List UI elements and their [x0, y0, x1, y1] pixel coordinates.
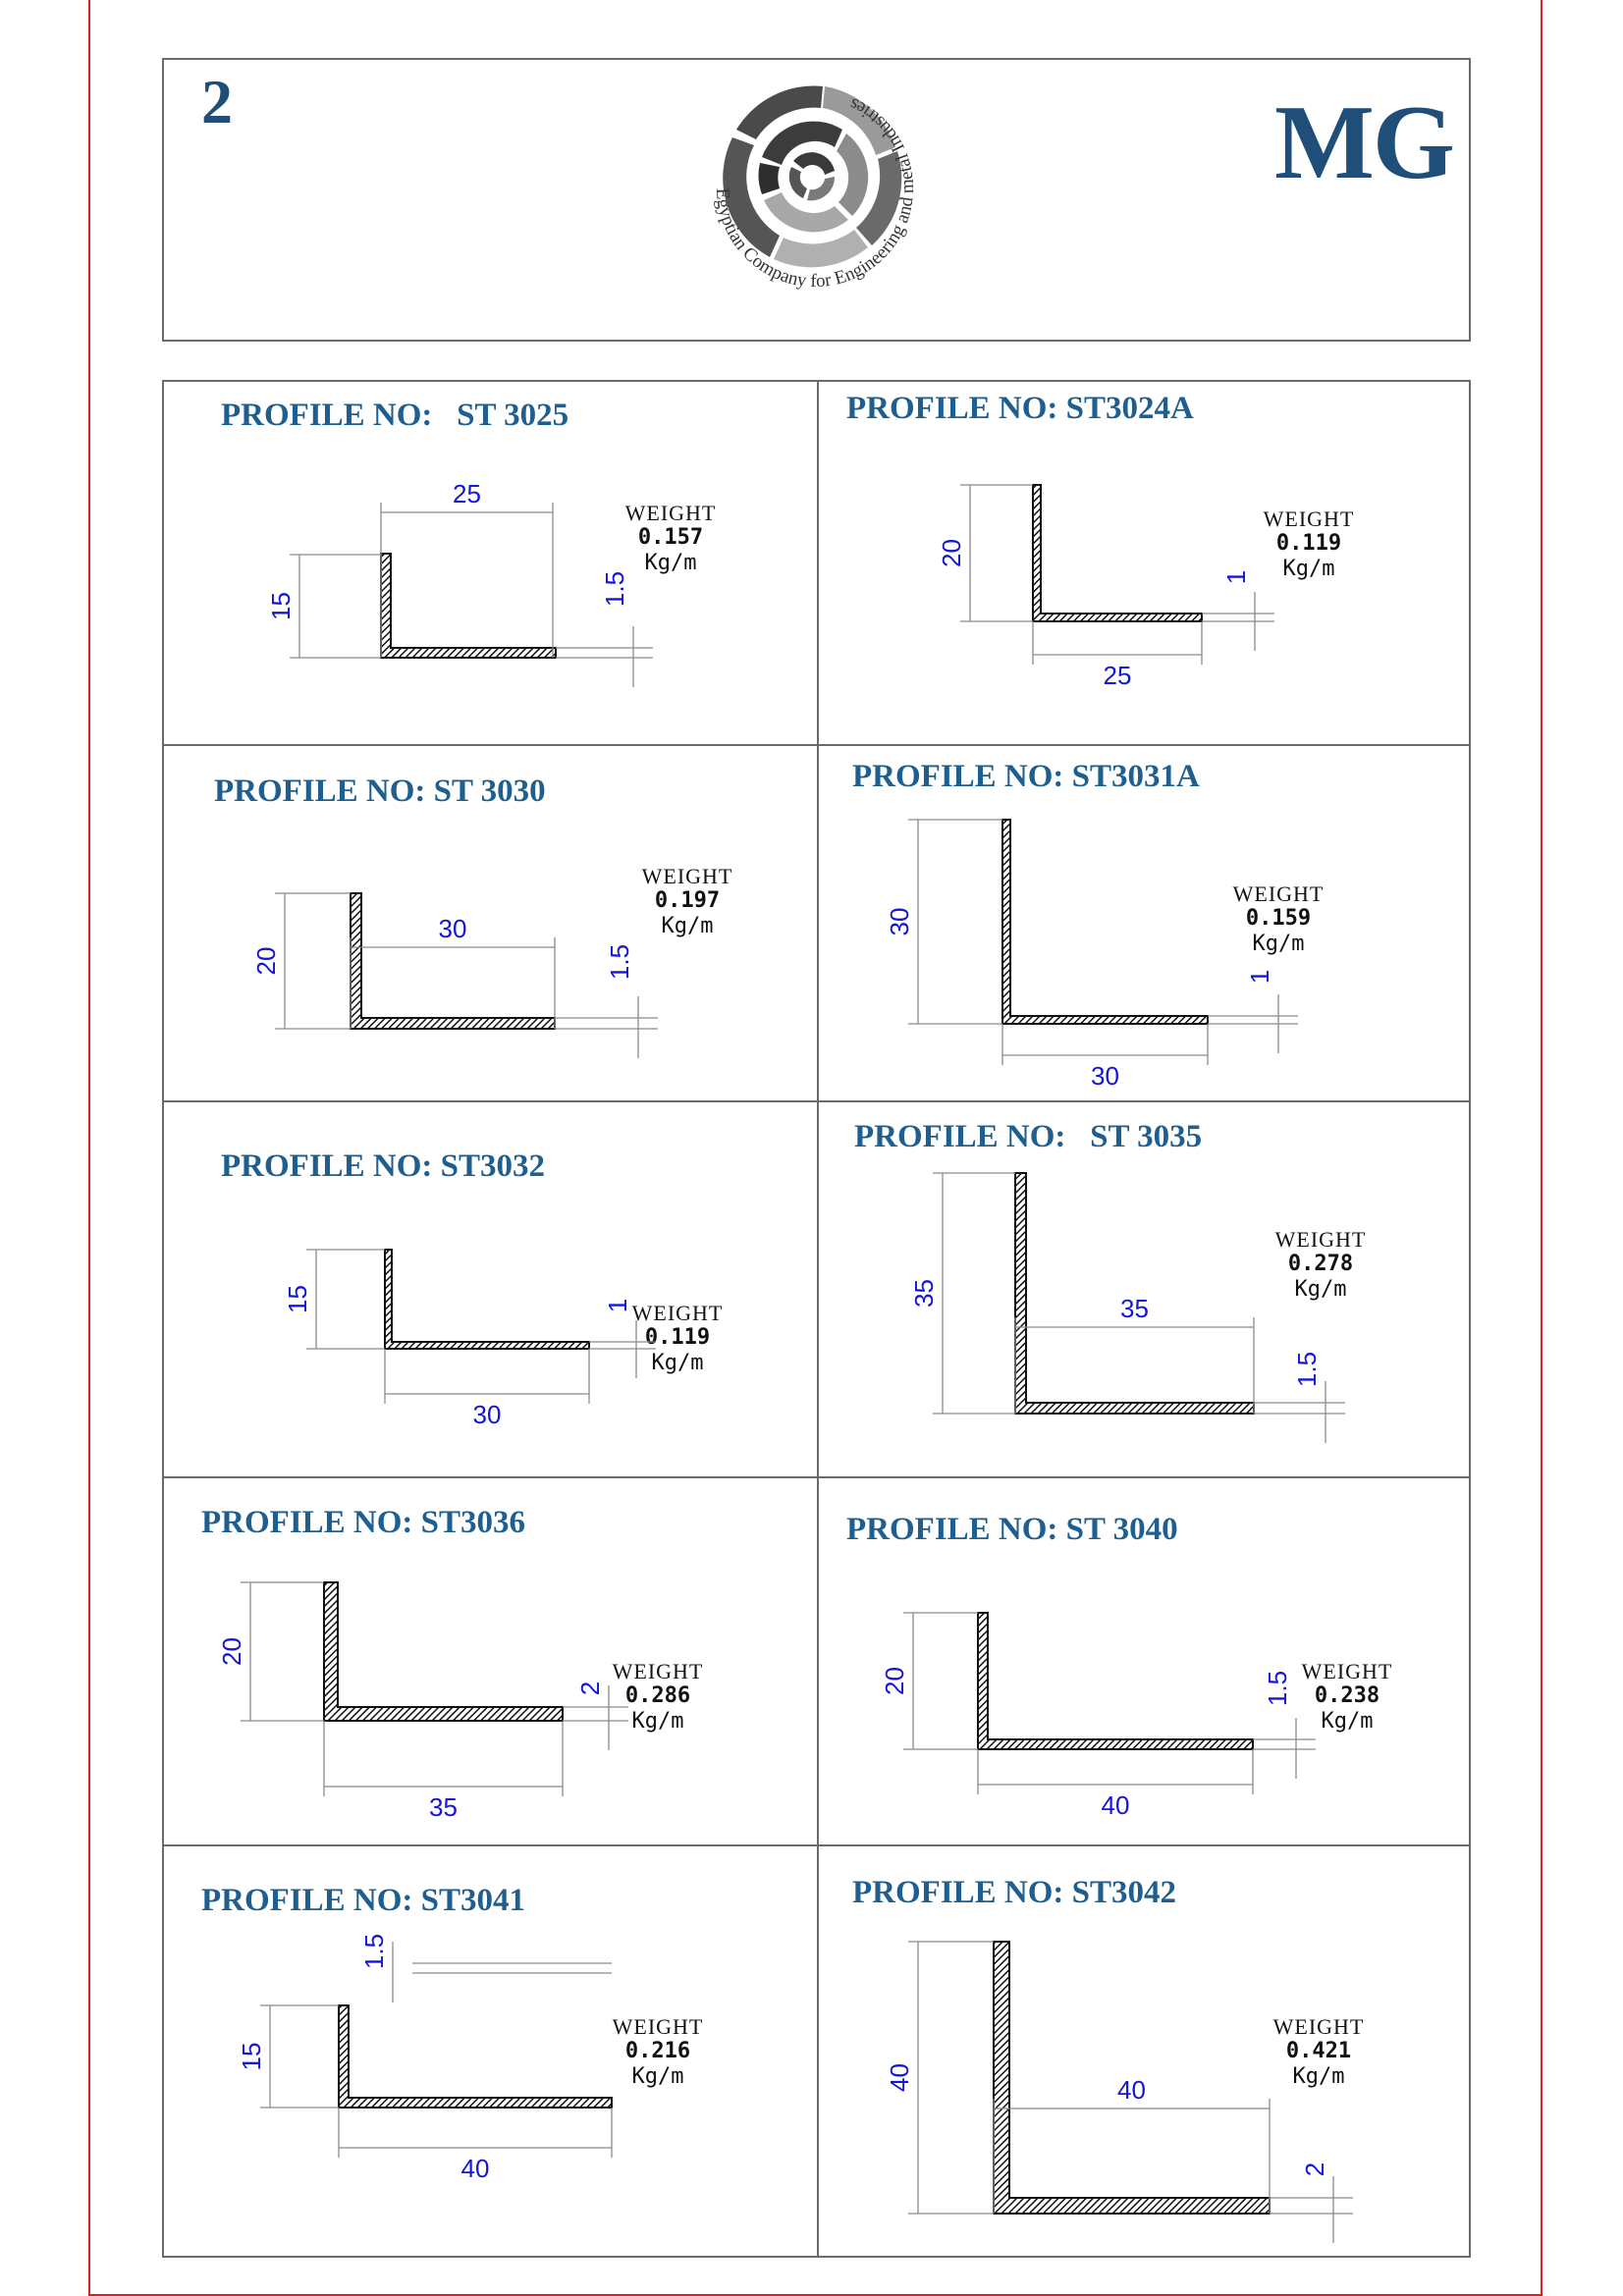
- page-number: 2: [201, 67, 233, 136]
- weight-label: WEIGHT: [1232, 881, 1325, 906]
- dim-width-label: 40: [1101, 1790, 1130, 1820]
- dim-thickness-label: 1.5: [605, 943, 634, 981]
- weight-unit: Kg/m: [1282, 556, 1335, 581]
- profile-section: [385, 1250, 589, 1349]
- weight-label: WEIGHT: [1272, 2014, 1365, 2039]
- weight-label: WEIGHT: [1263, 507, 1355, 531]
- dim-thickness-label: 1.5: [359, 1933, 389, 1970]
- profile-title: PROFILE NO: ST3032: [221, 1148, 546, 1184]
- weight-unit: Kg/m: [1321, 1708, 1374, 1734]
- dim-thickness-label: 1.5: [1263, 1670, 1292, 1707]
- dim-width-label: 40: [1117, 2075, 1146, 2105]
- dim-height-label: 35: [909, 1279, 939, 1308]
- profile-title: PROFILE NO: ST3041: [201, 1883, 526, 1918]
- profile-section: [1033, 485, 1202, 621]
- dim-width-label: 35: [429, 1792, 458, 1822]
- dim-thickness-label: 2: [1300, 2162, 1329, 2177]
- dimension-lines: [290, 503, 653, 687]
- angle-profile: [381, 554, 556, 658]
- dimension-lines: [241, 1582, 628, 1796]
- dim-width-label: 30: [472, 1400, 502, 1429]
- dim-thickness-label: 1: [1221, 569, 1251, 585]
- profile-section: [381, 554, 556, 658]
- dim-height-label: 15: [266, 592, 296, 620]
- dimension-lines: [908, 820, 1298, 1065]
- angle-profile: [978, 1613, 1253, 1749]
- angle-profile: [324, 1582, 563, 1721]
- dim-width-label: 25: [1103, 661, 1132, 690]
- dim-width-label: 30: [438, 914, 467, 943]
- weight-label: WEIGHT: [631, 1301, 724, 1325]
- brand-logo-text: MG: [1274, 84, 1453, 201]
- profile-title: PROFILE NO: ST3031A: [852, 759, 1200, 794]
- weight-label: WEIGHT: [612, 1659, 704, 1683]
- dim-height-label: 20: [880, 1667, 909, 1695]
- profile-section: [978, 1613, 1253, 1749]
- dimension-lines: [306, 1250, 656, 1404]
- weight-label: WEIGHT: [1301, 1659, 1393, 1683]
- dim-width-label: 35: [1120, 1294, 1149, 1323]
- angle-profile: [385, 1250, 589, 1349]
- profile-section: [1002, 820, 1208, 1024]
- weight-unit: Kg/m: [631, 1708, 684, 1734]
- logo-text: Egyptian Company for Engineering and metal Industries: [711, 93, 919, 293]
- profile-section: [324, 1582, 563, 1721]
- weight-value: 0.197: [654, 888, 721, 914]
- weight-label: WEIGHT: [641, 864, 733, 888]
- weight-label: WEIGHT: [1274, 1227, 1367, 1252]
- weight-value: 0.286: [624, 1683, 691, 1709]
- weight-unit: Kg/m: [1294, 1276, 1347, 1302]
- dim-height-label: 30: [885, 907, 914, 936]
- weight-unit: Kg/m: [631, 2063, 684, 2089]
- dim-width-label: 30: [1091, 1061, 1119, 1091]
- dim-thickness-label: 1: [1245, 969, 1274, 985]
- dimension-lines: [260, 1942, 612, 2158]
- weight-value: 0.216: [624, 2039, 691, 2064]
- profile-title: PROFILE NO: ST 3035: [854, 1119, 1203, 1154]
- dim-height-label: 20: [251, 946, 281, 976]
- profile-section: [339, 2005, 612, 2108]
- weight-value: 0.159: [1245, 906, 1312, 932]
- angle-profile: [1033, 485, 1202, 621]
- profile-title: PROFILE NO: ST3036: [201, 1505, 526, 1540]
- dimension-lines: [903, 1613, 1316, 1794]
- dim-height-label: 15: [237, 2042, 266, 2071]
- weight-value: 0.421: [1285, 2039, 1352, 2064]
- weight-unit: Kg/m: [644, 550, 697, 575]
- weight-label: WEIGHT: [612, 2014, 704, 2039]
- dim-thickness-label: 2: [575, 1681, 605, 1696]
- dim-width-label: 40: [460, 2154, 490, 2183]
- weight-value: 0.238: [1314, 1683, 1380, 1709]
- dim-thickness-label: 1: [603, 1298, 632, 1313]
- profile-title: PROFILE NO: ST 3030: [214, 774, 546, 809]
- profile-title: PROFILE NO: ST 3025: [221, 398, 569, 433]
- weight-value: 0.119: [644, 1325, 711, 1351]
- weight-unit: Kg/m: [1252, 931, 1305, 956]
- weight-unit: Kg/m: [651, 1350, 704, 1375]
- dim-height-label: 20: [937, 539, 966, 567]
- dim-thickness-label: 1.5: [600, 570, 629, 608]
- dim-height-label: 15: [283, 1285, 312, 1313]
- weight-value: 0.157: [637, 525, 704, 551]
- weight-value: 0.119: [1275, 531, 1342, 557]
- profile-title: PROFILE NO: ST3024A: [846, 391, 1194, 426]
- weight-label: WEIGHT: [624, 501, 717, 525]
- profile-title: PROFILE NO: ST3042: [852, 1875, 1177, 1910]
- weight-unit: Kg/m: [1292, 2063, 1345, 2089]
- angle-profile: [1002, 820, 1208, 1024]
- dim-width-label: 25: [453, 479, 481, 508]
- weight-unit: Kg/m: [661, 913, 714, 938]
- weight-value: 0.278: [1287, 1252, 1354, 1277]
- dim-thickness-label: 1.5: [1292, 1351, 1322, 1388]
- dim-height-label: 40: [885, 2063, 914, 2092]
- dim-height-label: 20: [217, 1637, 246, 1666]
- angle-profile: [339, 2005, 612, 2108]
- profile-title: PROFILE NO: ST 3040: [846, 1512, 1178, 1547]
